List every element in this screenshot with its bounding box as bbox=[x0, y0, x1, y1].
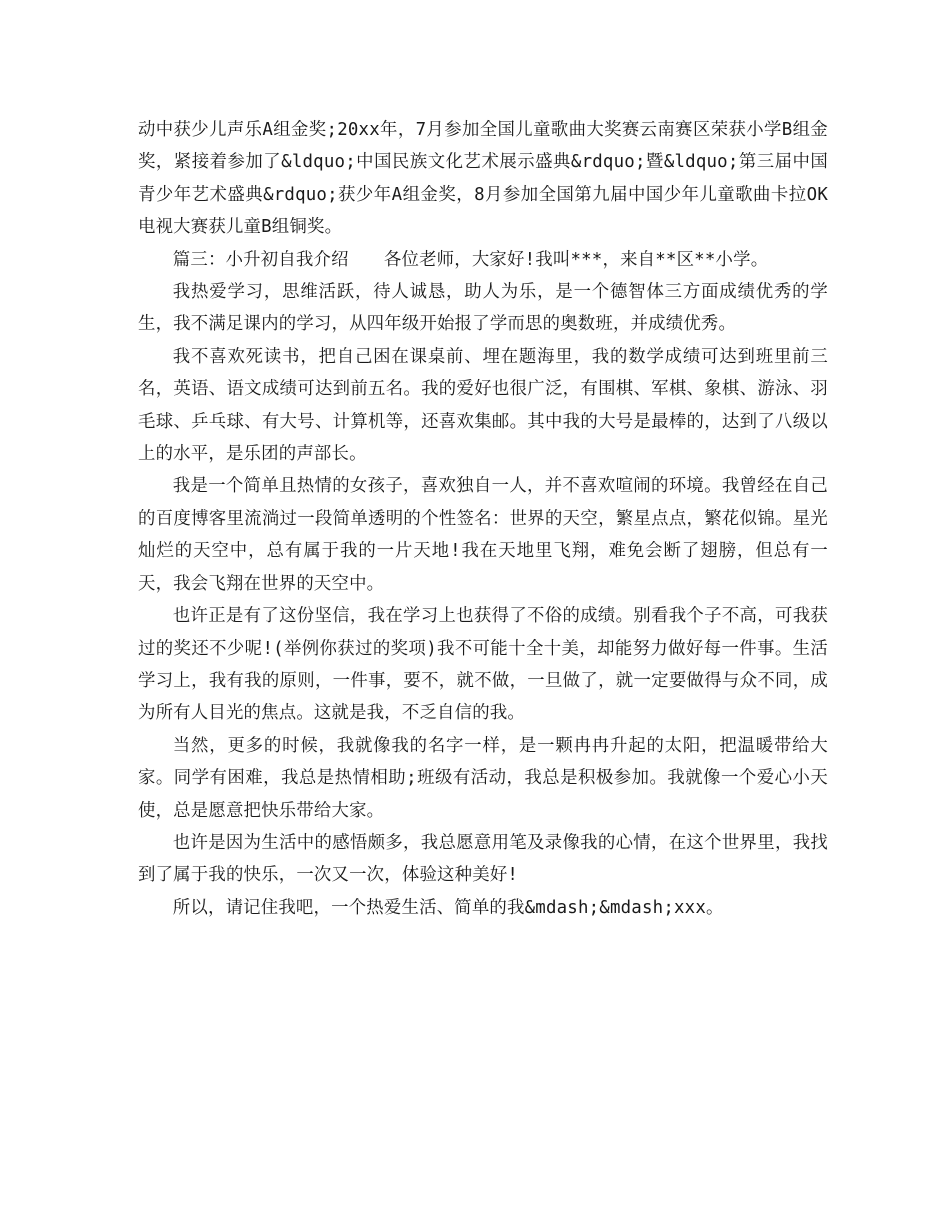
paragraph-study: 我热爱学习，思维活跃，待人诚恳，助人为乐，是一个德智体三方面成绩优秀的学生，我不满足课内的学习，从四年级开始报了学而思的奥数班，并成绩优秀。 bbox=[138, 282, 828, 335]
paragraph-award-continuation: 动中获少儿声乐A组金奖;20xx年，7月参加全国儿童歌曲大奖赛云南赛区荣获小学B组金奖，紧接着参加了&ldquo;中国民族文化艺术展示盛典&rdquo;暨&ldquo;第三届中国青少年艺术盛典&rdquo;获少年A组金奖，8月参加全国第九届中国少年儿童歌曲卡拉OK电视大赛获儿童B组铜奖。 bbox=[138, 120, 828, 238]
paragraph-closing: 所以，请记住我吧，一个热爱生活、简单的我&mdash;&mdash;xxx。 bbox=[172, 897, 724, 918]
paragraph-reflection: 也许是因为生活中的感悟颇多，我总愿意用笔及录像我的心情，在这个世界里，我找到了属于我的快乐，一次又一次，体验这种美好! bbox=[138, 832, 828, 886]
paragraph-personality: 我是一个简单且热情的女孩子，喜欢独自一人，并不喜欢喧闹的环境。我曾经在自己的百度博客里流淌过一段简单透明的个性签名：世界的天空，繁星点点，繁花似锦。星光灿烂的天空中，总有属于我的一片天地!我在天地里飞翔，难免会断了翅膀，但总有一天，我会飞翔在世界的天空中。 bbox=[138, 476, 828, 594]
paragraph-section-three-heading: 篇三：小升初自我介绍 各位老师，大家好!我叫***，来自**区**小学。 bbox=[172, 249, 769, 270]
paragraph-achievements: 也许正是有了这份坚信，我在学习上也获得了不俗的成绩。别看我个子不高，可我获过的奖还不少呢!(举例你获过的奖项)我不可能十全十美，却能努力做好每一件事。生活学习上，我有我的原则，一件事，要不，就不做，一旦做了，就一定要做得与众不同，成为所有人目光的焦点。这就是我，不乏自信的我。 bbox=[138, 606, 828, 724]
paragraph-hobbies: 我不喜欢死读书，把自己困在课桌前、埋在题海里，我的数学成绩可达到班里前三名，英语、语文成绩可达到前五名。我的爱好也很广泛，有围棋、军棋、象棋、游泳、羽毛球、乒乓球、有大号、计算机等，还喜欢集邮。其中我的大号是最棒的，达到了八级以上的水平，是乐团的声部长。 bbox=[138, 346, 828, 465]
document-body bbox=[138, 114, 828, 924]
paragraph-helpfulness: 当然，更多的时候，我就像我的名字一样，是一颗冉冉升起的太阳，把温暖带给大家。同学有困难，我总是热情相助;班级有活动，我总是积极参加。我就像一个爱心小天使，总是愿意把快乐带给大家。 bbox=[138, 735, 828, 821]
